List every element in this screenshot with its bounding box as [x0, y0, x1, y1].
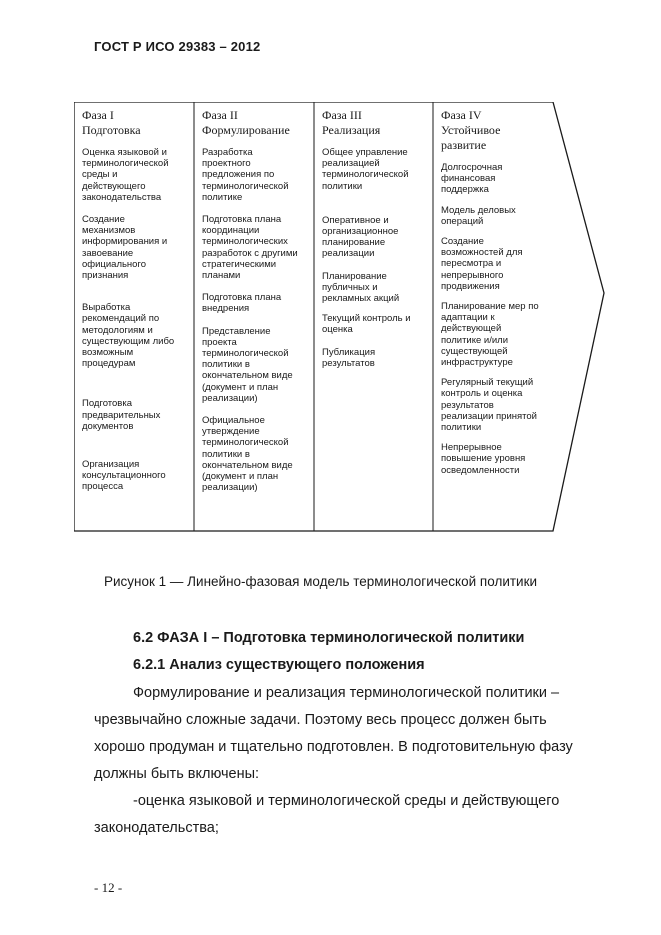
phase-number: Фаза III [322, 108, 362, 122]
phase-task-line: результатов [441, 399, 494, 411]
phase-task-line: терминологической [202, 348, 289, 360]
phase-task-line: рекомендаций по [82, 313, 160, 325]
phase-task-line: возможным [82, 347, 134, 359]
phase-task-line: Организация [82, 459, 140, 471]
phase-task-line: действующей [441, 323, 502, 335]
phase-task-line: повышение уровня [441, 453, 526, 465]
phase-task-line: Оценка языковой и [82, 147, 167, 158]
phase-task [82, 147, 190, 203]
phase-task-line: существующим либо [82, 335, 175, 347]
phase-name-cont: развитие [441, 138, 487, 152]
phase-task-line: Планирование мер по [441, 301, 539, 313]
phase-task [441, 162, 549, 196]
phase-column [194, 102, 314, 532]
phase-number: Фаза I [82, 108, 114, 122]
phase-task-line: Планирование [322, 270, 387, 282]
phase-task [322, 347, 429, 369]
subsection-heading: 6.2.1 Анализ существующего положения [133, 657, 425, 673]
phase-task-line: осведомленности [441, 464, 520, 476]
phase-task-line: терминологической [202, 180, 289, 192]
body-line: -оценка языковой и терминологической среды и действующего [133, 793, 560, 809]
body-line: должны быть включены: [94, 766, 260, 782]
phase-task-line: Регулярный текущий [441, 377, 534, 389]
phase-number: Фаза IV [441, 108, 482, 122]
phase-name: Подготовка [82, 123, 141, 137]
phase-task-line: адаптации к [441, 312, 495, 324]
phase-task-line: Подготовка плана [202, 214, 282, 226]
phase-task-line: Подготовка плана [202, 292, 282, 304]
phase-task-line: Создание [441, 236, 484, 248]
phase-task-line: среды и [82, 169, 118, 181]
phase-task-line: реализации принятой [441, 410, 537, 422]
phase-task [441, 377, 549, 433]
phase-task [82, 398, 190, 432]
phase-task-line: Выработка [82, 302, 131, 314]
phase-number: Фаза II [202, 108, 238, 122]
phase-task-line: публичных и [322, 281, 378, 293]
phase-task-line: поддержка [441, 184, 489, 196]
phase-task-line: политики в [202, 448, 250, 460]
phase-task-line: рекламных акций [322, 293, 400, 305]
phase-task-line: операций [441, 215, 484, 227]
phase-task-line: политике и/или [441, 334, 509, 346]
phase-task [82, 459, 190, 493]
phase-task-line: планирование [322, 237, 386, 249]
phase-task-line: существующей [441, 345, 508, 357]
phase-task-line: процедурам [82, 358, 136, 370]
phase-task [441, 301, 549, 368]
phase-task-line: предварительных [82, 409, 161, 421]
phase-task-line: реализации [322, 248, 375, 260]
phase-task [441, 236, 549, 292]
phase-task-line: методологиям и [82, 324, 153, 336]
phase-task-line: Текущий контроль и [322, 313, 411, 325]
phase-task-line: непрерывного [441, 269, 504, 281]
phase-task-line: терминологической [322, 169, 409, 181]
phase-task-line: проекта [202, 336, 237, 348]
phase-task-line: признания [82, 270, 129, 282]
phase-task-line: Представление [202, 325, 271, 337]
phase-name: Устойчивое [441, 123, 501, 137]
phase-task [202, 326, 310, 404]
phase-task [202, 214, 310, 281]
phase-task [202, 147, 310, 203]
phase-task-line: Непрерывное [441, 442, 502, 454]
phase-column [433, 102, 553, 532]
phase-task-line: политике [202, 191, 243, 203]
phase-model-figure [74, 102, 605, 533]
body-line: чрезвычайно сложные задачи. Поэтому весь процесс должен быть [94, 712, 547, 728]
phase-task-line: политики [322, 180, 363, 192]
phase-task-line: (документ и план [202, 381, 279, 393]
body-line: хорошо продуман и тщательно подготовлен. В подготовительную фазу [94, 739, 573, 755]
phase-task-line: терминологической [82, 158, 169, 170]
phase-task-line: организационное [322, 226, 399, 238]
phase-task-line: действующего [82, 180, 146, 192]
phase-task-line: окончательном виде [202, 370, 293, 382]
phase-task-line: возможностей для [441, 247, 523, 259]
phase-task-line: реализацией [322, 158, 380, 170]
phase-task-line: финансовая [441, 173, 496, 185]
phase-task-line: консультационного [82, 470, 166, 482]
phase-task-line: политики в [202, 359, 250, 371]
phase-task-line: реализации) [202, 482, 258, 494]
phase-task-line: координации [202, 225, 260, 237]
phase-name: Формулирование [202, 123, 290, 137]
phase-task-line: контроль и оценка [441, 388, 523, 400]
phase-task [322, 215, 429, 260]
phase-task-line: Создание [82, 214, 125, 226]
phase-task [82, 302, 190, 369]
phase-task [322, 147, 429, 192]
phase-task-line: завоевание [82, 247, 134, 259]
phase-task-line: утверждение [202, 426, 260, 438]
phase-task-line: законодательства [82, 191, 162, 203]
phase-task-line: реализации) [202, 392, 258, 404]
phase-task-line: информирования и [82, 236, 168, 248]
phase-task-line: Общее управление [322, 147, 408, 158]
phase-task-line: Официальное [202, 415, 265, 427]
phase-task-line: политики [441, 422, 482, 434]
page-number: - 12 - [94, 880, 123, 895]
phase-task-line: Оперативное и [322, 214, 389, 226]
phase-task-line: пересмотра и [441, 258, 502, 270]
phase-column [314, 102, 433, 532]
phase-task-line: документов [82, 420, 134, 432]
phase-task [202, 292, 310, 314]
phase-column [74, 102, 194, 532]
phase-task-line: проектного [202, 158, 251, 170]
phase-task [322, 271, 429, 305]
body-line: Формулирование и реализация терминологической политики – [133, 685, 560, 701]
phase-task-line: планами [202, 270, 241, 282]
phase-task-line: разработок с другими [202, 247, 298, 259]
phase-task-line: Долгосрочная [441, 162, 503, 173]
phase-task-line: окончательном виде [202, 459, 293, 471]
phase-task-line: инфраструктуре [441, 357, 513, 369]
phase-task [441, 205, 549, 227]
phase-task-line: Подготовка [82, 398, 133, 410]
phase-task-line: продвижения [441, 280, 500, 292]
phase-task-line: терминологической [202, 437, 289, 449]
phase-task [202, 415, 310, 493]
phase-name: Реализация [322, 123, 381, 137]
figure-caption: Рисунок 1 — Линейно-фазовая модель терминологической политики [104, 574, 538, 589]
phase-task-line: (документ и план [202, 471, 279, 483]
phase-task [82, 214, 190, 281]
phase-task-line: предложения по [202, 169, 275, 181]
phase-task-line: внедрения [202, 303, 250, 315]
phase-task-line: Модель деловых [441, 204, 516, 216]
phase-task-line: оценка [322, 324, 353, 336]
phase-task [322, 313, 429, 335]
document-code-header: ГОСТ Р ИСО 29383 – 2012 [94, 39, 261, 54]
phase-task-line: терминологических [202, 236, 288, 248]
phase-task-line: Публикация [322, 346, 376, 358]
section-heading: 6.2 ФАЗА I – Подготовка терминологической политики [133, 630, 525, 646]
phase-task-line: механизмов [82, 225, 136, 237]
phase-task [441, 442, 549, 476]
phase-task-line: официального [82, 258, 146, 270]
body-line: законодательства; [94, 820, 219, 836]
phase-task-line: процесса [82, 481, 124, 493]
phase-task-line: Разработка [202, 147, 253, 158]
phase-task-line: стратегическими [202, 258, 277, 270]
phase-task-line: результатов [322, 357, 375, 369]
